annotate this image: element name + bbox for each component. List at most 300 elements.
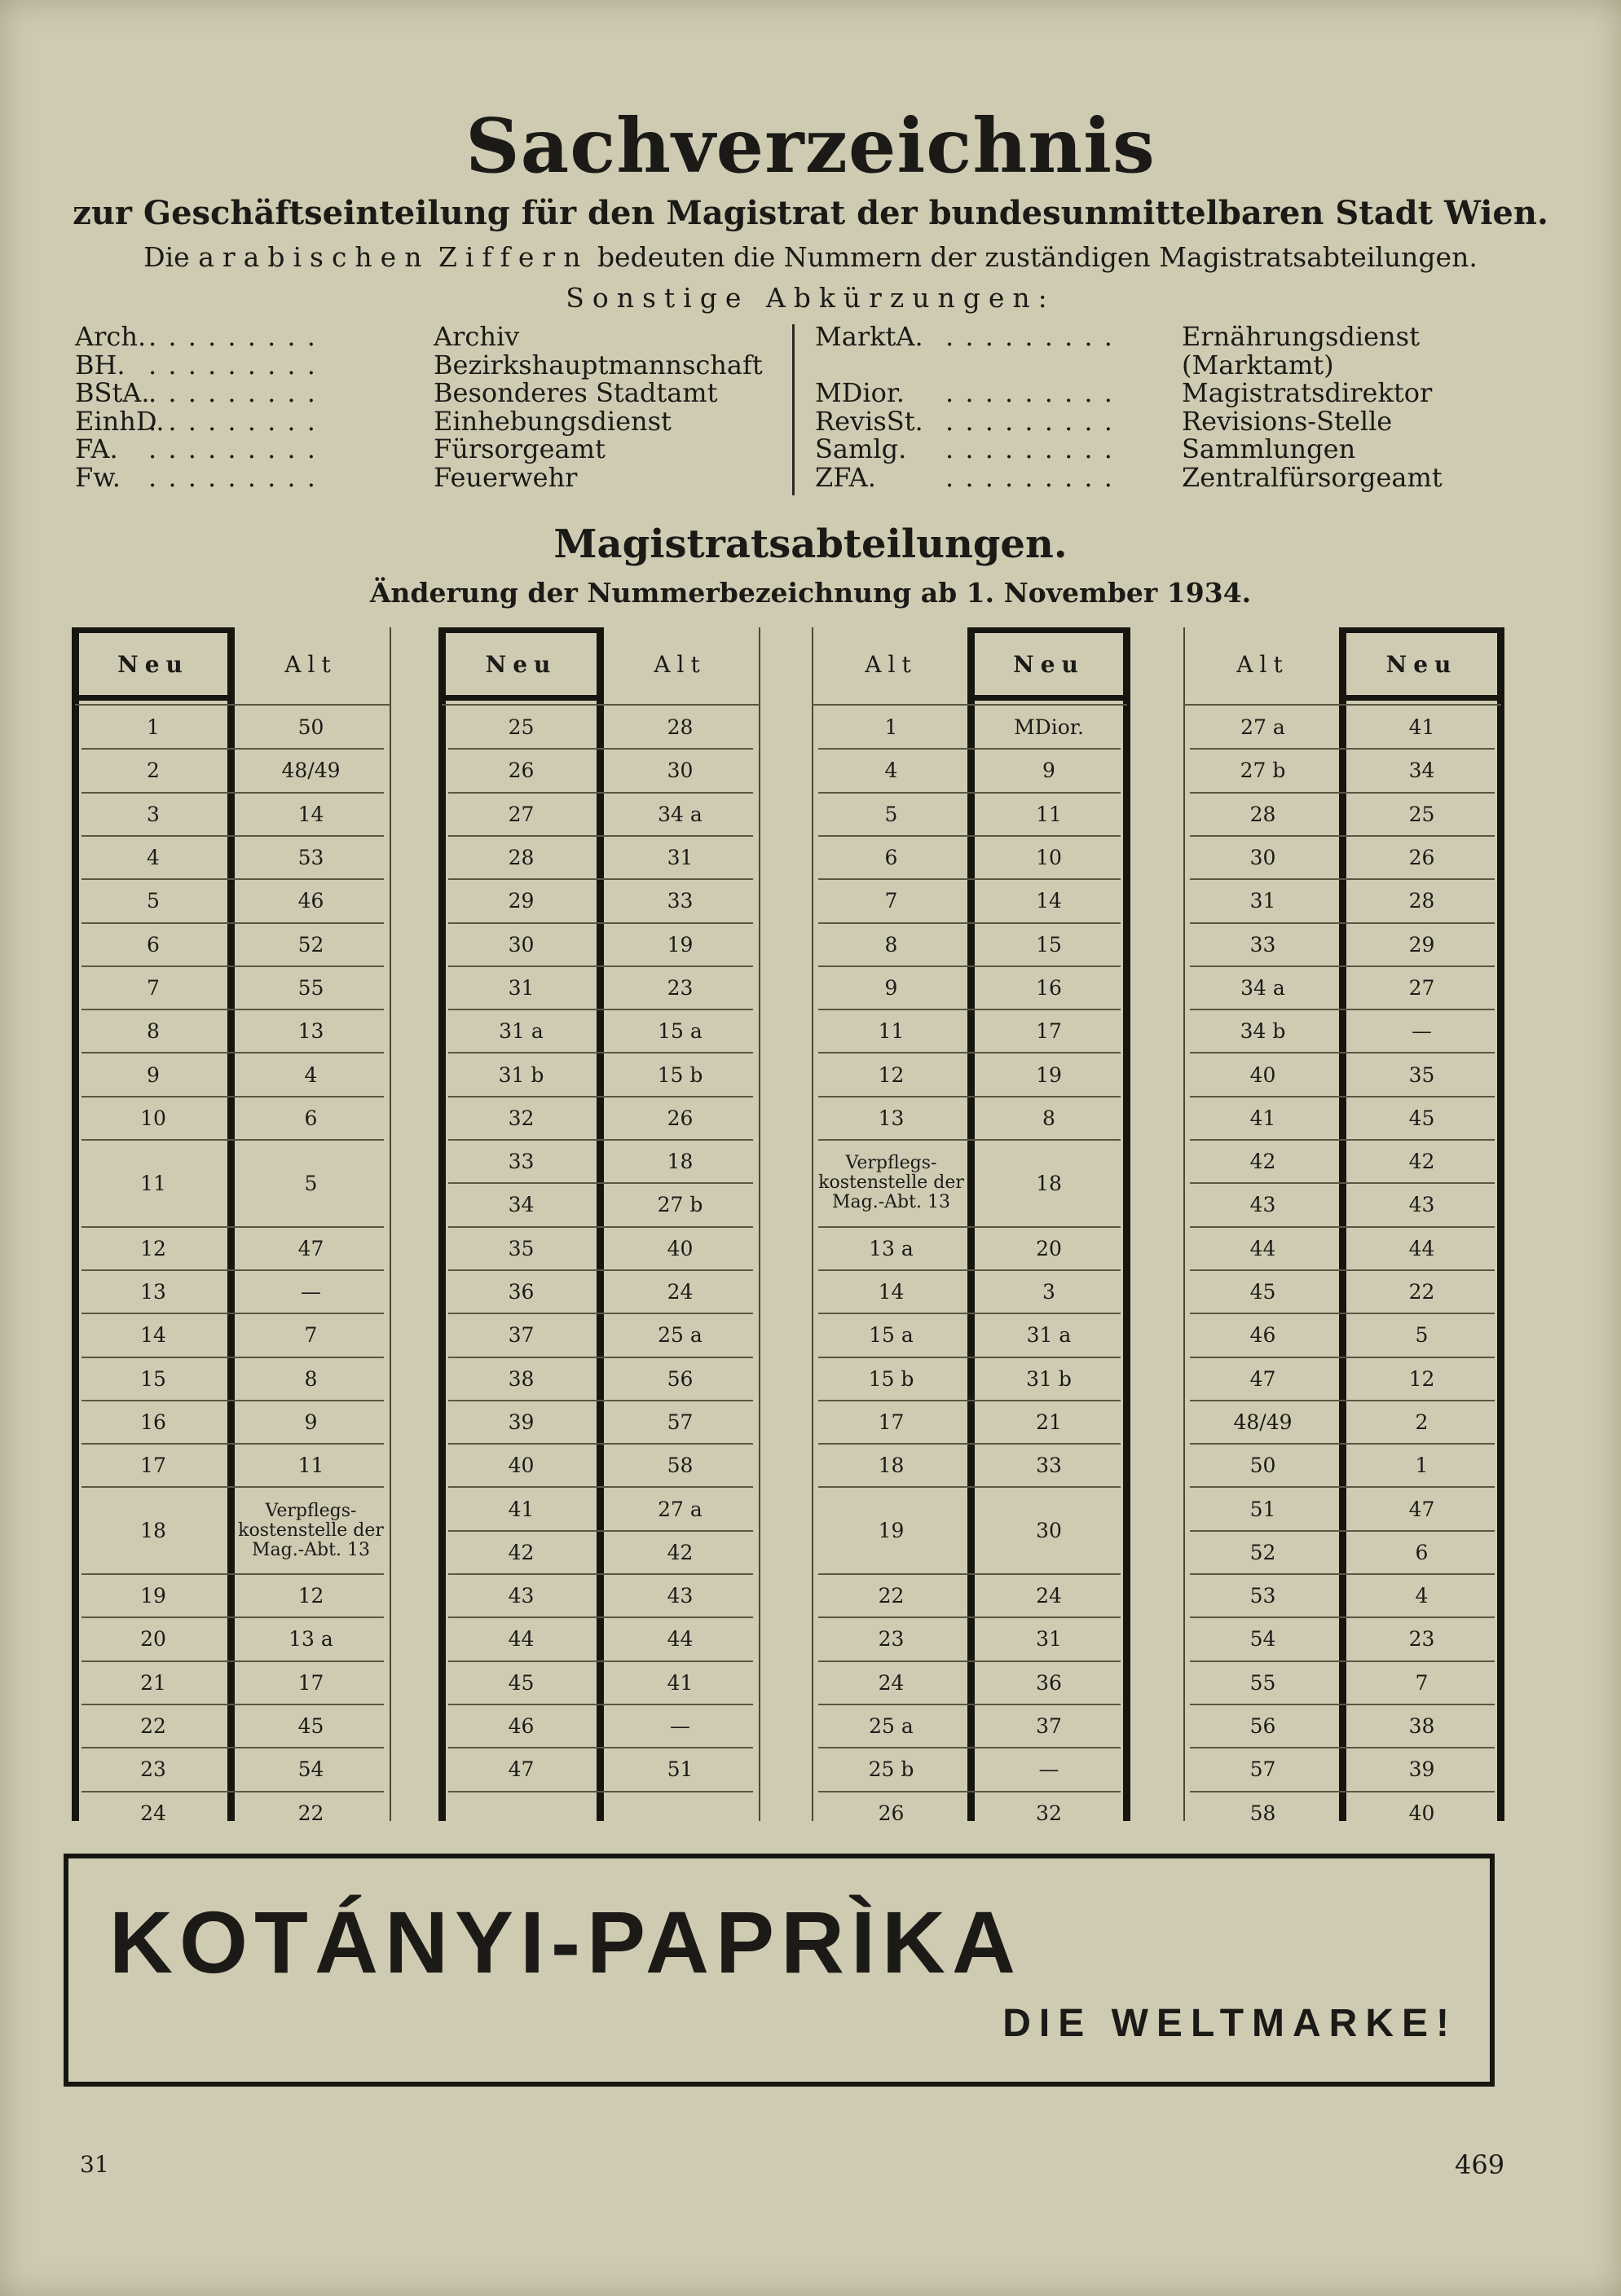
cell-neu: 3 bbox=[1042, 1280, 1055, 1304]
table-row bbox=[442, 749, 760, 792]
table-row bbox=[75, 1574, 390, 1617]
cell-alt: 51 bbox=[667, 1757, 694, 1782]
cell-alt: 42 bbox=[667, 1540, 694, 1564]
abbreviation-key: BStA. bbox=[75, 377, 150, 408]
cell-neu: 32 bbox=[508, 1106, 535, 1130]
cell-alt: 46 bbox=[1249, 1323, 1276, 1348]
cell-neu: 31 bbox=[1036, 1627, 1062, 1652]
cell-alt: 50 bbox=[1249, 1454, 1276, 1478]
table-row bbox=[442, 1053, 760, 1096]
cell-alt: 25 b bbox=[868, 1757, 914, 1782]
abbreviation-row bbox=[815, 461, 1548, 493]
cell-alt: 33 bbox=[667, 889, 694, 913]
cell-neu: 42 bbox=[508, 1540, 535, 1564]
explanation-spaced-1: arabischen bbox=[198, 241, 430, 273]
cell-neu: 44 bbox=[1408, 1236, 1435, 1260]
cell-alt: 27 a bbox=[658, 1497, 703, 1521]
header-neu: Neu bbox=[117, 650, 189, 678]
abbreviation-row bbox=[75, 379, 776, 407]
cell-neu: 31 b bbox=[1026, 1366, 1072, 1391]
header-rule bbox=[438, 627, 604, 633]
cell-alt: 55 bbox=[1249, 1670, 1276, 1695]
table-row bbox=[812, 1357, 1127, 1401]
cell-neu: 31 a bbox=[499, 1019, 544, 1044]
cell-neu: 20 bbox=[140, 1627, 166, 1652]
cell-alt: 41 bbox=[1249, 1106, 1276, 1130]
cell-alt: 50 bbox=[297, 715, 324, 740]
renumbering-table bbox=[1183, 627, 1501, 1825]
table-row bbox=[1183, 749, 1501, 792]
cell-neu: 45 bbox=[1408, 1106, 1435, 1130]
cell-alt: 13 a bbox=[869, 1236, 914, 1260]
table-row bbox=[812, 1444, 1127, 1487]
cell-neu: 33 bbox=[508, 1150, 535, 1174]
table-row bbox=[1183, 966, 1501, 1009]
cell-alt: 33 bbox=[1249, 932, 1276, 957]
header-neu: Neu bbox=[485, 650, 557, 678]
cell-neu: 15 bbox=[1036, 932, 1062, 957]
table-row bbox=[1183, 1792, 1501, 1835]
abbreviation-key: EinhD. bbox=[75, 405, 165, 437]
cell-neu: 32 bbox=[1036, 1801, 1062, 1825]
table-row bbox=[75, 1140, 390, 1227]
cell-neu: 26 bbox=[508, 759, 535, 783]
table-row bbox=[812, 1748, 1127, 1791]
table-row bbox=[75, 706, 390, 749]
table-row bbox=[442, 1313, 760, 1357]
table-row bbox=[812, 1140, 1127, 1227]
cell-alt: 41 bbox=[667, 1670, 694, 1695]
cell-neu: 20 bbox=[1036, 1236, 1062, 1260]
table-row bbox=[442, 1357, 760, 1401]
cell-alt: 55 bbox=[297, 975, 324, 1000]
abbreviation-row bbox=[75, 323, 776, 351]
abbreviation-value: Bezirkshauptmannschaft bbox=[434, 349, 763, 380]
abbreviation-row bbox=[815, 323, 1548, 351]
cell-neu: 7 bbox=[147, 975, 160, 1000]
cell-neu: 14 bbox=[1036, 889, 1062, 913]
abbreviation-row bbox=[815, 435, 1548, 464]
cell-neu: 25 bbox=[508, 715, 535, 740]
cell-neu: 33 bbox=[1036, 1454, 1062, 1478]
cell-alt: 31 bbox=[667, 846, 694, 870]
cell-alt: 15 a bbox=[658, 1019, 703, 1044]
table-row bbox=[75, 793, 390, 836]
cell-neu: 18 bbox=[1036, 1171, 1062, 1195]
cell-alt: 13 a bbox=[289, 1627, 333, 1652]
cell-neu: 11 bbox=[1036, 802, 1062, 826]
cell-alt: 12 bbox=[878, 1062, 905, 1087]
cell-alt: 57 bbox=[667, 1410, 694, 1434]
cell-alt: 18 bbox=[667, 1150, 694, 1174]
cell-neu: 41 bbox=[1408, 715, 1435, 740]
cell-neu: 7 bbox=[1415, 1670, 1429, 1695]
cell-neu: 35 bbox=[1408, 1062, 1435, 1087]
abbreviations-right bbox=[815, 323, 1548, 491]
cell-alt: 52 bbox=[297, 932, 324, 957]
cell-alt: 15 b bbox=[657, 1062, 703, 1087]
cell-alt: 22 bbox=[878, 1584, 905, 1608]
cell-alt: 42 bbox=[1249, 1150, 1276, 1174]
abbreviation-value: Magistratsdirektor bbox=[1182, 377, 1433, 408]
cell-neu: 11 bbox=[140, 1171, 166, 1195]
cell-alt: 14 bbox=[878, 1280, 905, 1304]
cell-alt: 24 bbox=[667, 1280, 694, 1304]
cell-alt: 12 bbox=[297, 1584, 324, 1608]
abbreviation-value: Fürsorgeamt bbox=[434, 433, 606, 464]
table-row bbox=[75, 1792, 390, 1835]
abbreviation-dots: . . . . . . . . . bbox=[945, 433, 1114, 464]
cell-neu: 31 a bbox=[1026, 1323, 1072, 1348]
cell-alt: 1 bbox=[884, 715, 898, 740]
table-row bbox=[812, 1661, 1127, 1704]
cell-alt: 27 b bbox=[1240, 759, 1286, 783]
cell-neu: 9 bbox=[147, 1062, 160, 1087]
table-row bbox=[1183, 1574, 1501, 1617]
abbreviation-row bbox=[75, 461, 776, 493]
cell-alt: 44 bbox=[1249, 1236, 1276, 1260]
cell-alt: 57 bbox=[1249, 1757, 1276, 1782]
cell-neu: 28 bbox=[1408, 889, 1435, 913]
abbreviation-key: MarktA. bbox=[815, 321, 923, 352]
cell-alt: 4 bbox=[304, 1062, 318, 1087]
abbreviation-dots: . . . . . . . . . bbox=[945, 377, 1114, 408]
header-rule bbox=[72, 695, 235, 701]
table-row bbox=[1183, 1444, 1501, 1487]
table-row bbox=[1183, 1053, 1501, 1096]
cell-neu: 31 b bbox=[498, 1062, 544, 1087]
ad-slogan: DIE WELTMARKE! bbox=[1002, 2002, 1457, 2045]
table-row bbox=[812, 966, 1127, 1009]
table-row bbox=[812, 1009, 1127, 1053]
cell-alt: 54 bbox=[297, 1757, 324, 1782]
table-row bbox=[812, 1227, 1127, 1270]
cell-alt: 48/49 bbox=[281, 759, 341, 783]
table-row bbox=[75, 1097, 390, 1140]
cell-alt: 24 bbox=[878, 1670, 905, 1695]
table-row bbox=[442, 1183, 760, 1226]
explanation-rest: bedeuten die Nummern der zuständigen Magistratsabteilungen. bbox=[597, 241, 1478, 273]
abbreviation-dots: . . . . . . . . . bbox=[148, 349, 317, 380]
abbreviation-key: RevisSt. bbox=[815, 405, 923, 437]
cell-alt: 34 a bbox=[1240, 975, 1285, 1000]
table-row bbox=[75, 1704, 390, 1748]
table-row bbox=[442, 1792, 760, 1835]
table-row bbox=[442, 1617, 760, 1660]
table-row bbox=[75, 966, 390, 1009]
cell-neu: 37 bbox=[508, 1323, 535, 1348]
header-alt: Alt bbox=[284, 650, 337, 678]
table-row bbox=[442, 1531, 760, 1574]
cell-alt: Verpflegs-kostenstelle der Mag.-Abt. 13 bbox=[238, 1500, 384, 1560]
cell-alt: 53 bbox=[297, 846, 324, 870]
table-row bbox=[812, 793, 1127, 836]
cell-neu: 27 bbox=[508, 802, 535, 826]
cell-neu: 15 bbox=[140, 1366, 166, 1391]
cell-neu: 43 bbox=[508, 1584, 535, 1608]
table-row bbox=[1183, 1617, 1501, 1660]
cell-neu: 8 bbox=[1042, 1106, 1055, 1130]
cell-neu: 40 bbox=[1408, 1801, 1435, 1825]
cell-neu: 14 bbox=[140, 1323, 166, 1348]
cell-alt: 56 bbox=[667, 1366, 694, 1391]
abbreviation-row bbox=[75, 407, 776, 436]
cell-neu: 44 bbox=[508, 1627, 535, 1652]
cell-alt: 27 b bbox=[657, 1193, 703, 1217]
cell-neu: 4 bbox=[1415, 1584, 1429, 1608]
cell-neu: 29 bbox=[1408, 932, 1435, 957]
table-row bbox=[1183, 793, 1501, 836]
cell-neu: 10 bbox=[1036, 846, 1062, 870]
table-row bbox=[812, 1574, 1127, 1617]
table-row bbox=[442, 1227, 760, 1270]
cell-alt: 45 bbox=[1249, 1280, 1276, 1304]
cell-neu: 10 bbox=[140, 1106, 166, 1130]
cell-neu: 26 bbox=[1408, 846, 1435, 870]
advertisement bbox=[64, 1854, 1495, 2087]
renumbering-table bbox=[812, 627, 1127, 1825]
table-row bbox=[75, 879, 390, 922]
abbreviation-row bbox=[815, 351, 1548, 380]
cell-neu: 19 bbox=[1036, 1062, 1062, 1087]
cell-neu: 6 bbox=[147, 932, 160, 957]
cell-alt: 7 bbox=[304, 1323, 318, 1348]
cell-neu: 39 bbox=[1408, 1757, 1435, 1782]
cell-alt: 17 bbox=[297, 1670, 324, 1695]
cell-neu: 43 bbox=[1408, 1193, 1435, 1217]
cell-alt: 40 bbox=[1249, 1062, 1276, 1087]
abbreviations-heading: Sonstige Abkürzungen: bbox=[566, 282, 1055, 314]
cell-alt: 30 bbox=[1249, 846, 1276, 870]
table-row bbox=[75, 1313, 390, 1357]
abbreviation-value: Zentralfürsorgeamt bbox=[1182, 461, 1443, 493]
table-row bbox=[1183, 1704, 1501, 1748]
table-row bbox=[442, 1140, 760, 1183]
cell-alt: 9 bbox=[304, 1410, 318, 1434]
table-row bbox=[1183, 1227, 1501, 1270]
header-rule bbox=[438, 695, 604, 701]
table-row bbox=[1183, 879, 1501, 922]
cell-neu: 38 bbox=[1408, 1714, 1435, 1739]
cell-neu: 31 bbox=[508, 975, 535, 1000]
abbreviation-key: MDior. bbox=[815, 377, 905, 408]
table-row bbox=[1183, 1487, 1501, 1530]
cell-alt: 15 a bbox=[869, 1323, 914, 1348]
cell-alt: 26 bbox=[667, 1106, 694, 1130]
cell-alt: 5 bbox=[304, 1171, 318, 1195]
cell-alt: 31 bbox=[1249, 889, 1276, 913]
cell-neu: 5 bbox=[1415, 1323, 1429, 1348]
cell-alt: 54 bbox=[1249, 1627, 1276, 1652]
cell-neu: 30 bbox=[1036, 1519, 1062, 1543]
table-row bbox=[1183, 1357, 1501, 1401]
table-row bbox=[75, 1444, 390, 1487]
cell-alt: 6 bbox=[884, 846, 898, 870]
cell-alt: 25 a bbox=[869, 1714, 914, 1739]
cell-alt: 8 bbox=[884, 932, 898, 957]
abbreviation-value: Ernährungsdienst bbox=[1182, 321, 1420, 352]
cell-neu: 12 bbox=[1408, 1366, 1435, 1391]
abbreviation-row bbox=[75, 351, 776, 380]
cell-neu: 34 bbox=[508, 1193, 535, 1217]
cell-neu: 23 bbox=[1408, 1627, 1435, 1652]
table-row bbox=[442, 1704, 760, 1748]
table-row bbox=[442, 1487, 760, 1530]
table-row bbox=[75, 1053, 390, 1096]
cell-alt: 27 a bbox=[1240, 715, 1285, 740]
abbreviation-dots: . . . . . . . . . bbox=[148, 405, 317, 437]
cell-neu: 21 bbox=[140, 1670, 166, 1695]
table-row bbox=[442, 966, 760, 1009]
table-row bbox=[1183, 1009, 1501, 1053]
cell-neu: 24 bbox=[1036, 1584, 1062, 1608]
cell-alt: 53 bbox=[1249, 1584, 1276, 1608]
cell-alt: 47 bbox=[1249, 1366, 1276, 1391]
cell-neu: 40 bbox=[508, 1454, 535, 1478]
cell-alt: — bbox=[670, 1714, 690, 1739]
cell-neu: 39 bbox=[508, 1410, 535, 1434]
table-row bbox=[812, 1097, 1127, 1140]
table-row bbox=[812, 1487, 1127, 1574]
table-row bbox=[442, 923, 760, 966]
header-rule bbox=[1339, 695, 1504, 701]
table-row bbox=[442, 1661, 760, 1704]
abbreviation-key: ZFA. bbox=[815, 461, 876, 493]
table-row bbox=[812, 1704, 1127, 1748]
cell-alt: 4 bbox=[884, 759, 898, 783]
cell-neu: 8 bbox=[147, 1019, 160, 1044]
abbreviation-value: Archiv bbox=[434, 321, 520, 352]
cell-neu: 29 bbox=[508, 889, 535, 913]
table-row bbox=[812, 836, 1127, 879]
section-title: Magistratsabteilungen. bbox=[553, 521, 1068, 567]
table-row bbox=[1183, 706, 1501, 749]
footer-page-number: 469 bbox=[1455, 2149, 1505, 2180]
cell-neu bbox=[442, 1792, 601, 1835]
cell-alt: 58 bbox=[1249, 1801, 1276, 1825]
footer-sheet-number: 31 bbox=[80, 2151, 109, 2178]
cell-alt: 9 bbox=[884, 975, 898, 1000]
cell-neu: 1 bbox=[147, 715, 160, 740]
table-row bbox=[812, 1053, 1127, 1096]
cell-alt: 51 bbox=[1249, 1497, 1276, 1521]
table-row bbox=[1183, 836, 1501, 879]
table-row bbox=[442, 1401, 760, 1444]
cell-alt: 6 bbox=[304, 1106, 318, 1130]
abbreviations-left bbox=[75, 323, 776, 491]
cell-alt: 28 bbox=[1249, 802, 1276, 826]
abbreviation-dots: . . . . . . . . . bbox=[945, 461, 1114, 493]
cell-alt: 40 bbox=[667, 1236, 694, 1260]
cell-neu: 41 bbox=[508, 1497, 535, 1521]
table-row bbox=[75, 1357, 390, 1401]
abbreviation-dots: . . . . . . . . . bbox=[148, 461, 317, 493]
explanation-prefix: Die bbox=[143, 241, 190, 273]
cell-neu: 27 bbox=[1408, 975, 1435, 1000]
cell-alt: 34 a bbox=[658, 802, 703, 826]
section-subtitle: Änderung der Nummerbezeichnung ab 1. November 1934. bbox=[369, 577, 1252, 609]
table-row bbox=[442, 836, 760, 879]
cell-alt: — bbox=[301, 1280, 321, 1304]
cell-neu: 9 bbox=[1042, 759, 1055, 783]
abbreviation-row bbox=[75, 435, 776, 464]
table-row bbox=[75, 1487, 390, 1574]
cell-neu: 4 bbox=[147, 846, 160, 870]
cell-neu: 19 bbox=[140, 1584, 166, 1608]
cell-neu: 35 bbox=[508, 1236, 535, 1260]
cell-alt: 46 bbox=[297, 889, 324, 913]
cell-alt: 56 bbox=[1249, 1714, 1276, 1739]
cell-neu: — bbox=[1412, 1019, 1432, 1044]
table-row bbox=[75, 749, 390, 792]
cell-alt: 52 bbox=[1249, 1540, 1276, 1564]
abbreviation-dots bbox=[945, 351, 1182, 380]
cell-alt: 23 bbox=[667, 975, 694, 1000]
cell-neu: 34 bbox=[1408, 759, 1435, 783]
cell-neu: 13 bbox=[140, 1280, 166, 1304]
cell-alt: 8 bbox=[304, 1366, 318, 1391]
cell-alt: 47 bbox=[297, 1236, 324, 1260]
table-row bbox=[442, 1009, 760, 1053]
cell-alt: 19 bbox=[878, 1519, 905, 1543]
abbreviation-value: Revisions-Stelle bbox=[1182, 405, 1393, 437]
explanation-line bbox=[0, 241, 1621, 273]
abbreviation-dots: . . . . . . . . . bbox=[945, 405, 1114, 437]
cell-neu: 18 bbox=[140, 1519, 166, 1543]
cell-neu: 47 bbox=[1408, 1497, 1435, 1521]
cell-neu: — bbox=[1038, 1757, 1059, 1782]
cell-alt: 30 bbox=[667, 759, 694, 783]
ad-brand: KOTÁNYI-PAPRÌKA bbox=[109, 1893, 1023, 1991]
cell-neu: 47 bbox=[508, 1757, 535, 1782]
cell-neu: 2 bbox=[147, 759, 160, 783]
cell-alt: 5 bbox=[884, 802, 898, 826]
cell-neu: 3 bbox=[147, 802, 160, 826]
table-row bbox=[812, 749, 1127, 792]
cell-alt: 28 bbox=[667, 715, 694, 740]
abbreviation-value: Sammlungen bbox=[1182, 433, 1356, 464]
cell-neu: 16 bbox=[1036, 975, 1062, 1000]
cell-neu: 38 bbox=[508, 1366, 535, 1391]
page-subtitle: zur Geschäftseinteilung für den Magistrat der bundesunmittelbaren Stadt Wien. bbox=[73, 194, 1548, 232]
table-row bbox=[75, 1270, 390, 1313]
table-row bbox=[1183, 1183, 1501, 1226]
cell-alt: 13 bbox=[878, 1106, 905, 1130]
cell-alt: 15 b bbox=[868, 1366, 914, 1391]
cell-alt: 11 bbox=[878, 1019, 905, 1044]
abbreviation-row bbox=[815, 407, 1548, 436]
cell-alt: 25 a bbox=[658, 1323, 703, 1348]
abbreviation-value: Einhebungsdienst bbox=[434, 405, 672, 437]
cell-neu: 24 bbox=[140, 1801, 166, 1825]
cell-alt: 18 bbox=[878, 1454, 905, 1478]
table-row bbox=[442, 793, 760, 836]
cell-neu: 5 bbox=[147, 889, 160, 913]
cell-alt: 48/49 bbox=[1233, 1410, 1293, 1434]
header-rule bbox=[967, 627, 1130, 633]
header-rule bbox=[1339, 627, 1504, 633]
cell-alt: 43 bbox=[1249, 1193, 1276, 1217]
cell-neu: 12 bbox=[140, 1236, 166, 1260]
table-row bbox=[75, 923, 390, 966]
table-row bbox=[812, 923, 1127, 966]
cell-neu: 22 bbox=[140, 1714, 166, 1739]
cell-alt: Verpflegs-kostenstelle der Mag.-Abt. 13 bbox=[818, 1153, 964, 1213]
table-row bbox=[1183, 1531, 1501, 1574]
abbreviation-key: Fw. bbox=[75, 461, 121, 493]
table-row bbox=[442, 1748, 760, 1791]
cell-alt: 17 bbox=[878, 1410, 905, 1434]
